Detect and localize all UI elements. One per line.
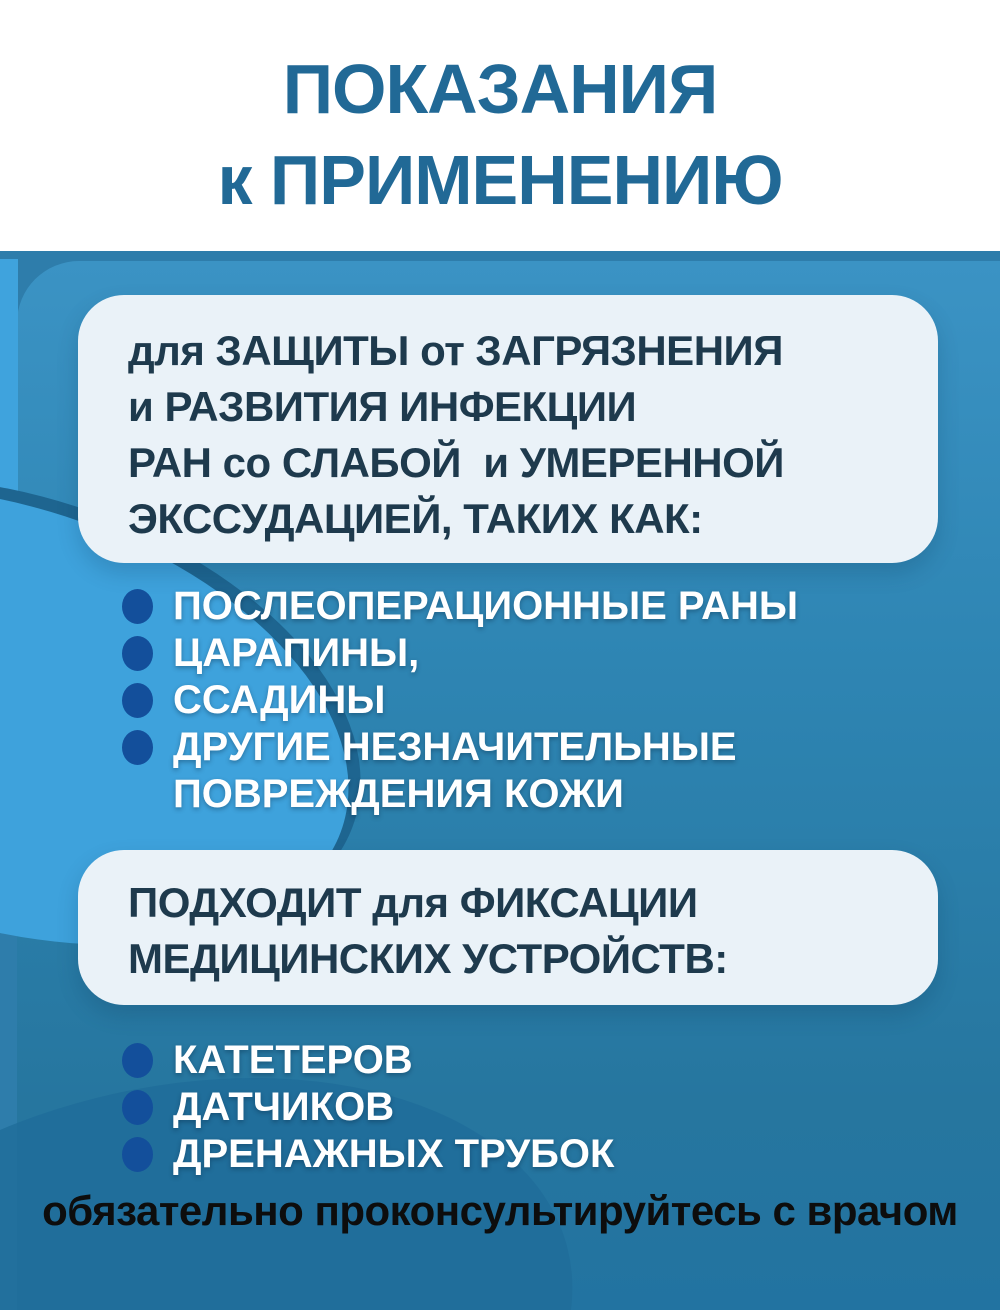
indications-list [122,583,813,818]
content-panel [0,251,1000,1310]
list-item-label: ДРУГИЕ НЕЗНАЧИТЕЛЬНЫЕ ПОВРЕЖДЕНИЯ КОЖИ [173,725,737,816]
list-item-label: ПОСЛЕОПЕРАЦИОННЫЕ РАНЫ [173,584,798,628]
list-item-label: ДРЕНАЖНЫХ ТРУБОК [173,1132,615,1176]
list-item [122,1084,614,1131]
heading-line: РАН со СЛАБОЙ и УМЕРЕННОЙ [128,439,784,486]
bullet-dot-icon [122,683,153,718]
page-title-line-2: к ПРИМЕНЕНИЮ [217,141,783,219]
heading-line: ПОДХОДИТ для ФИКСАЦИИ [128,879,698,926]
bullet-dot-icon [122,636,153,671]
list-item [122,630,813,677]
heading-line: для ЗАЩИТЫ от ЗАГРЯЗНЕНИЯ [128,327,783,374]
list-item [122,583,813,630]
bullet-dot-icon [122,1137,153,1172]
bullet-dot-icon [122,1090,153,1125]
list-item [122,1037,614,1084]
list-item-label: ДАТЧИКОВ [173,1085,395,1129]
fixation-card-heading [128,875,894,987]
heading-line: ЭКССУДАЦИЕЙ, ТАКИХ КАК: [128,495,703,542]
indications-card-heading [128,323,894,547]
list-item-label: ССАДИНЫ [173,678,386,722]
list-item [122,677,813,724]
page-title-line-1: ПОКАЗАНИЯ [282,50,718,128]
list-item-label: ЦАРАПИНЫ, [173,631,420,675]
header [0,0,1000,251]
indications-card [78,295,938,563]
doctor-consultation-note: обязательно проконсультируйтесь с врачом [42,1187,958,1234]
bullet-dot-icon [122,1043,153,1078]
heading-line: и РАЗВИТИЯ ИНФЕКЦИИ [128,383,637,430]
list-item-label: КАТЕТЕРОВ [173,1038,413,1082]
fixation-list [122,1037,614,1178]
list-item [122,1131,614,1178]
list-item [122,724,813,818]
fixation-card [78,850,938,1005]
bullet-dot-icon [122,730,153,765]
heading-line: МЕДИЦИНСКИХ УСТРОЙСТВ: [128,935,728,982]
bullet-dot-icon [122,589,153,624]
page-title [0,44,1000,226]
